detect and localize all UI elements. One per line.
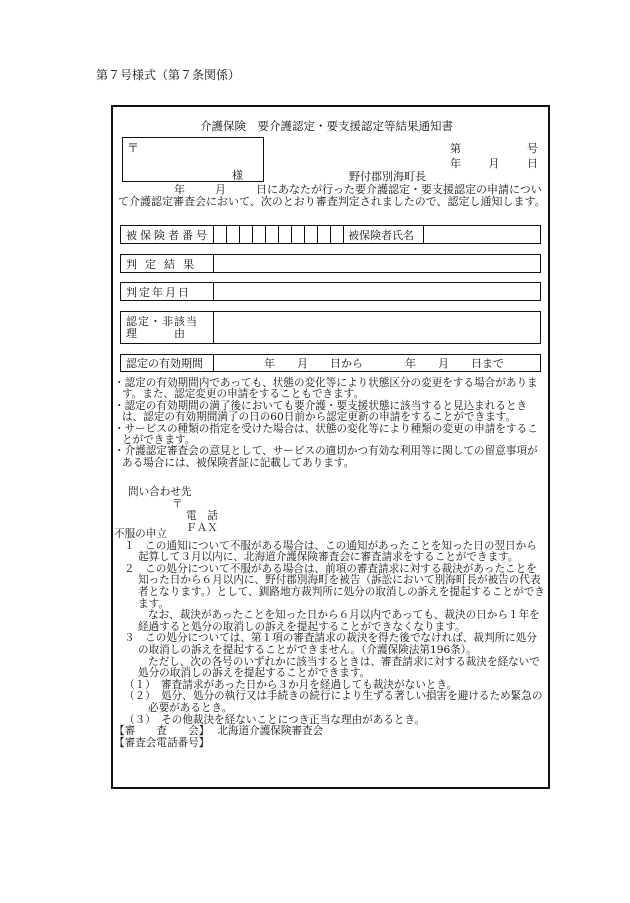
insured-number-cells xyxy=(214,226,540,243)
note-item: ・認定の有効期間の満了後においても要介護・要支援状態に該当すると見込まれるときは、認定の有効期間満了の日の60日前から認定更新の申請をすることができます。 xyxy=(114,399,528,424)
appeal-item-3: ３ この処分については、第１項の審査請求の裁決を得た後でなければ、裁判所に処分の取消しの訴えを提起することができません。（介護保険法第196条）。 xyxy=(124,632,537,656)
insured-name-label: 被保険者氏名 xyxy=(344,226,424,243)
period-field[interactable] xyxy=(214,355,540,371)
number-prefix: 第 xyxy=(450,142,461,155)
period-to: 年 月 日まで xyxy=(405,357,504,370)
insured-number-label: 被保険者番号 xyxy=(121,226,214,243)
review-board-name: 北海道介護保険審査会 xyxy=(217,725,324,738)
judgment-field[interactable] xyxy=(214,255,540,272)
review-board-phone-label: 【審査会電話番号】 xyxy=(114,736,210,749)
appeal-sub-1: （１） 審査請求があった日から３か月を経過しても裁決がないとき。 xyxy=(124,678,458,691)
date-day: 日 xyxy=(527,157,538,170)
contact-postal-mark: 〒 xyxy=(172,498,183,510)
form-number-label: 第７号様式（第７条関係） xyxy=(96,68,241,82)
intro-year: 年 xyxy=(174,183,185,196)
number-suffix: 号 xyxy=(527,142,538,155)
contact-phone: 電 話 xyxy=(186,510,218,522)
contact-heading: 問い合わせ先 xyxy=(128,486,192,498)
review-board xyxy=(114,726,546,738)
period-from: 年 月 日から xyxy=(264,357,363,370)
reason-row xyxy=(120,311,541,344)
period-row xyxy=(120,354,541,372)
notice-title: 介護保険 要介護認定・要支援認定等結果通知書 xyxy=(200,119,453,133)
digit-cell[interactable] xyxy=(214,226,227,243)
insured-number-digits xyxy=(214,226,344,243)
date-year: 年 xyxy=(450,157,461,170)
intro-paragraph xyxy=(118,184,548,208)
digit-cell[interactable] xyxy=(240,226,253,243)
notice-number xyxy=(450,140,538,156)
digit-cell[interactable] xyxy=(279,226,292,243)
appeal-sub-3: （３） その他裁決を経ないことにつき正当な理由があるとき。 xyxy=(124,713,426,726)
appeal-item-1: １ この通知について不服がある場合は、この通知があったことを知った日の翌日から起算して３月以内に、北海道介護保険審査会に審査請求をすることができます。 xyxy=(124,539,537,564)
addressee-suffix: 様 xyxy=(232,169,243,182)
contact-fax: ＦＡＸ xyxy=(186,522,218,534)
digit-cell[interactable] xyxy=(318,226,331,243)
note-item: ・サービスの種類の指定を受けた場合は、状態の変化等により種類の変更の申請をすることができます。 xyxy=(114,422,538,447)
issuer: 野付郡別海町長 xyxy=(349,170,426,183)
appeal-item-2: ２ この処分について不服がある場合は、前項の審査請求に対する裁決があったことを知った日から６月以内に、野付郡別海町を被告（訴訟において別海町長が被告の代表者となります。）として、釧路地方裁判所に処分の取消しの訴えを提起することができます。 xyxy=(124,562,545,610)
appeal-sub-2: （２） 処分、処分の執行又は手続きの続行により生ずる著しい損害を避けるため緊急の必要があるとき。 xyxy=(124,690,543,714)
postal-mark: 〒 xyxy=(127,141,140,155)
review-board-label: 【審 査 会】 xyxy=(114,725,210,738)
digit-cell[interactable] xyxy=(292,226,305,243)
judgment-label: 判定結果 xyxy=(121,255,214,272)
intro-month: 月 xyxy=(215,183,226,196)
date-month: 月 xyxy=(488,157,500,170)
appeal-heading: 不服の申立 xyxy=(114,528,167,540)
reason-label-line2: 理 由 xyxy=(126,326,186,340)
note-item: ・認定の有効期間内であっても、状態の変化等により状態区分の変更をする場合があります。また、認定変更の申請をすることもできます。 xyxy=(114,377,538,401)
digit-cell[interactable] xyxy=(266,226,279,243)
insured-name-field[interactable] xyxy=(424,226,540,243)
reason-label-line1: 認定・非該当 xyxy=(126,314,198,328)
appeal-item-2-note: なお、裁決があったことを知った日から６月以内であっても、裁決の日から１年を経過すると処分の取消しの訴えを提起することができなくなります。 xyxy=(138,609,540,633)
digit-cell[interactable] xyxy=(305,226,318,243)
appeal-item-3-note: ただし、次の各号のいずれかに該当するときは、審査請求に対する裁決を経ないで処分の取消しの訴えを提起することができます。 xyxy=(138,655,540,680)
period-label: 認定の有効期間 xyxy=(121,355,214,371)
digit-cell[interactable] xyxy=(253,226,266,243)
judgment-date-row xyxy=(120,282,541,301)
contact-block xyxy=(128,486,218,534)
reason-field[interactable] xyxy=(214,312,540,343)
notice-date xyxy=(450,155,538,171)
judgment-row xyxy=(120,254,541,273)
digit-cell[interactable] xyxy=(227,226,240,243)
judgment-date-field[interactable] xyxy=(214,283,540,300)
intro-text: 日にあなたが行った要介護認定・要支援認定の申請について介護認定審査会において、次のとおり審査判定されましたので、認定し通知します。 xyxy=(118,183,546,208)
note-item: ・介護認定審査会の意見として、サービスの適切かつ有効な利用等に関しての留意事項がある場合には、被保険者証に記載してあります。 xyxy=(114,445,538,469)
notes-list xyxy=(114,378,546,469)
appeal-section xyxy=(114,529,546,749)
judgment-date-label: 判定年月日 xyxy=(121,283,214,300)
digit-cell[interactable] xyxy=(331,226,344,243)
reason-label xyxy=(121,312,214,343)
insured-row xyxy=(120,225,541,244)
